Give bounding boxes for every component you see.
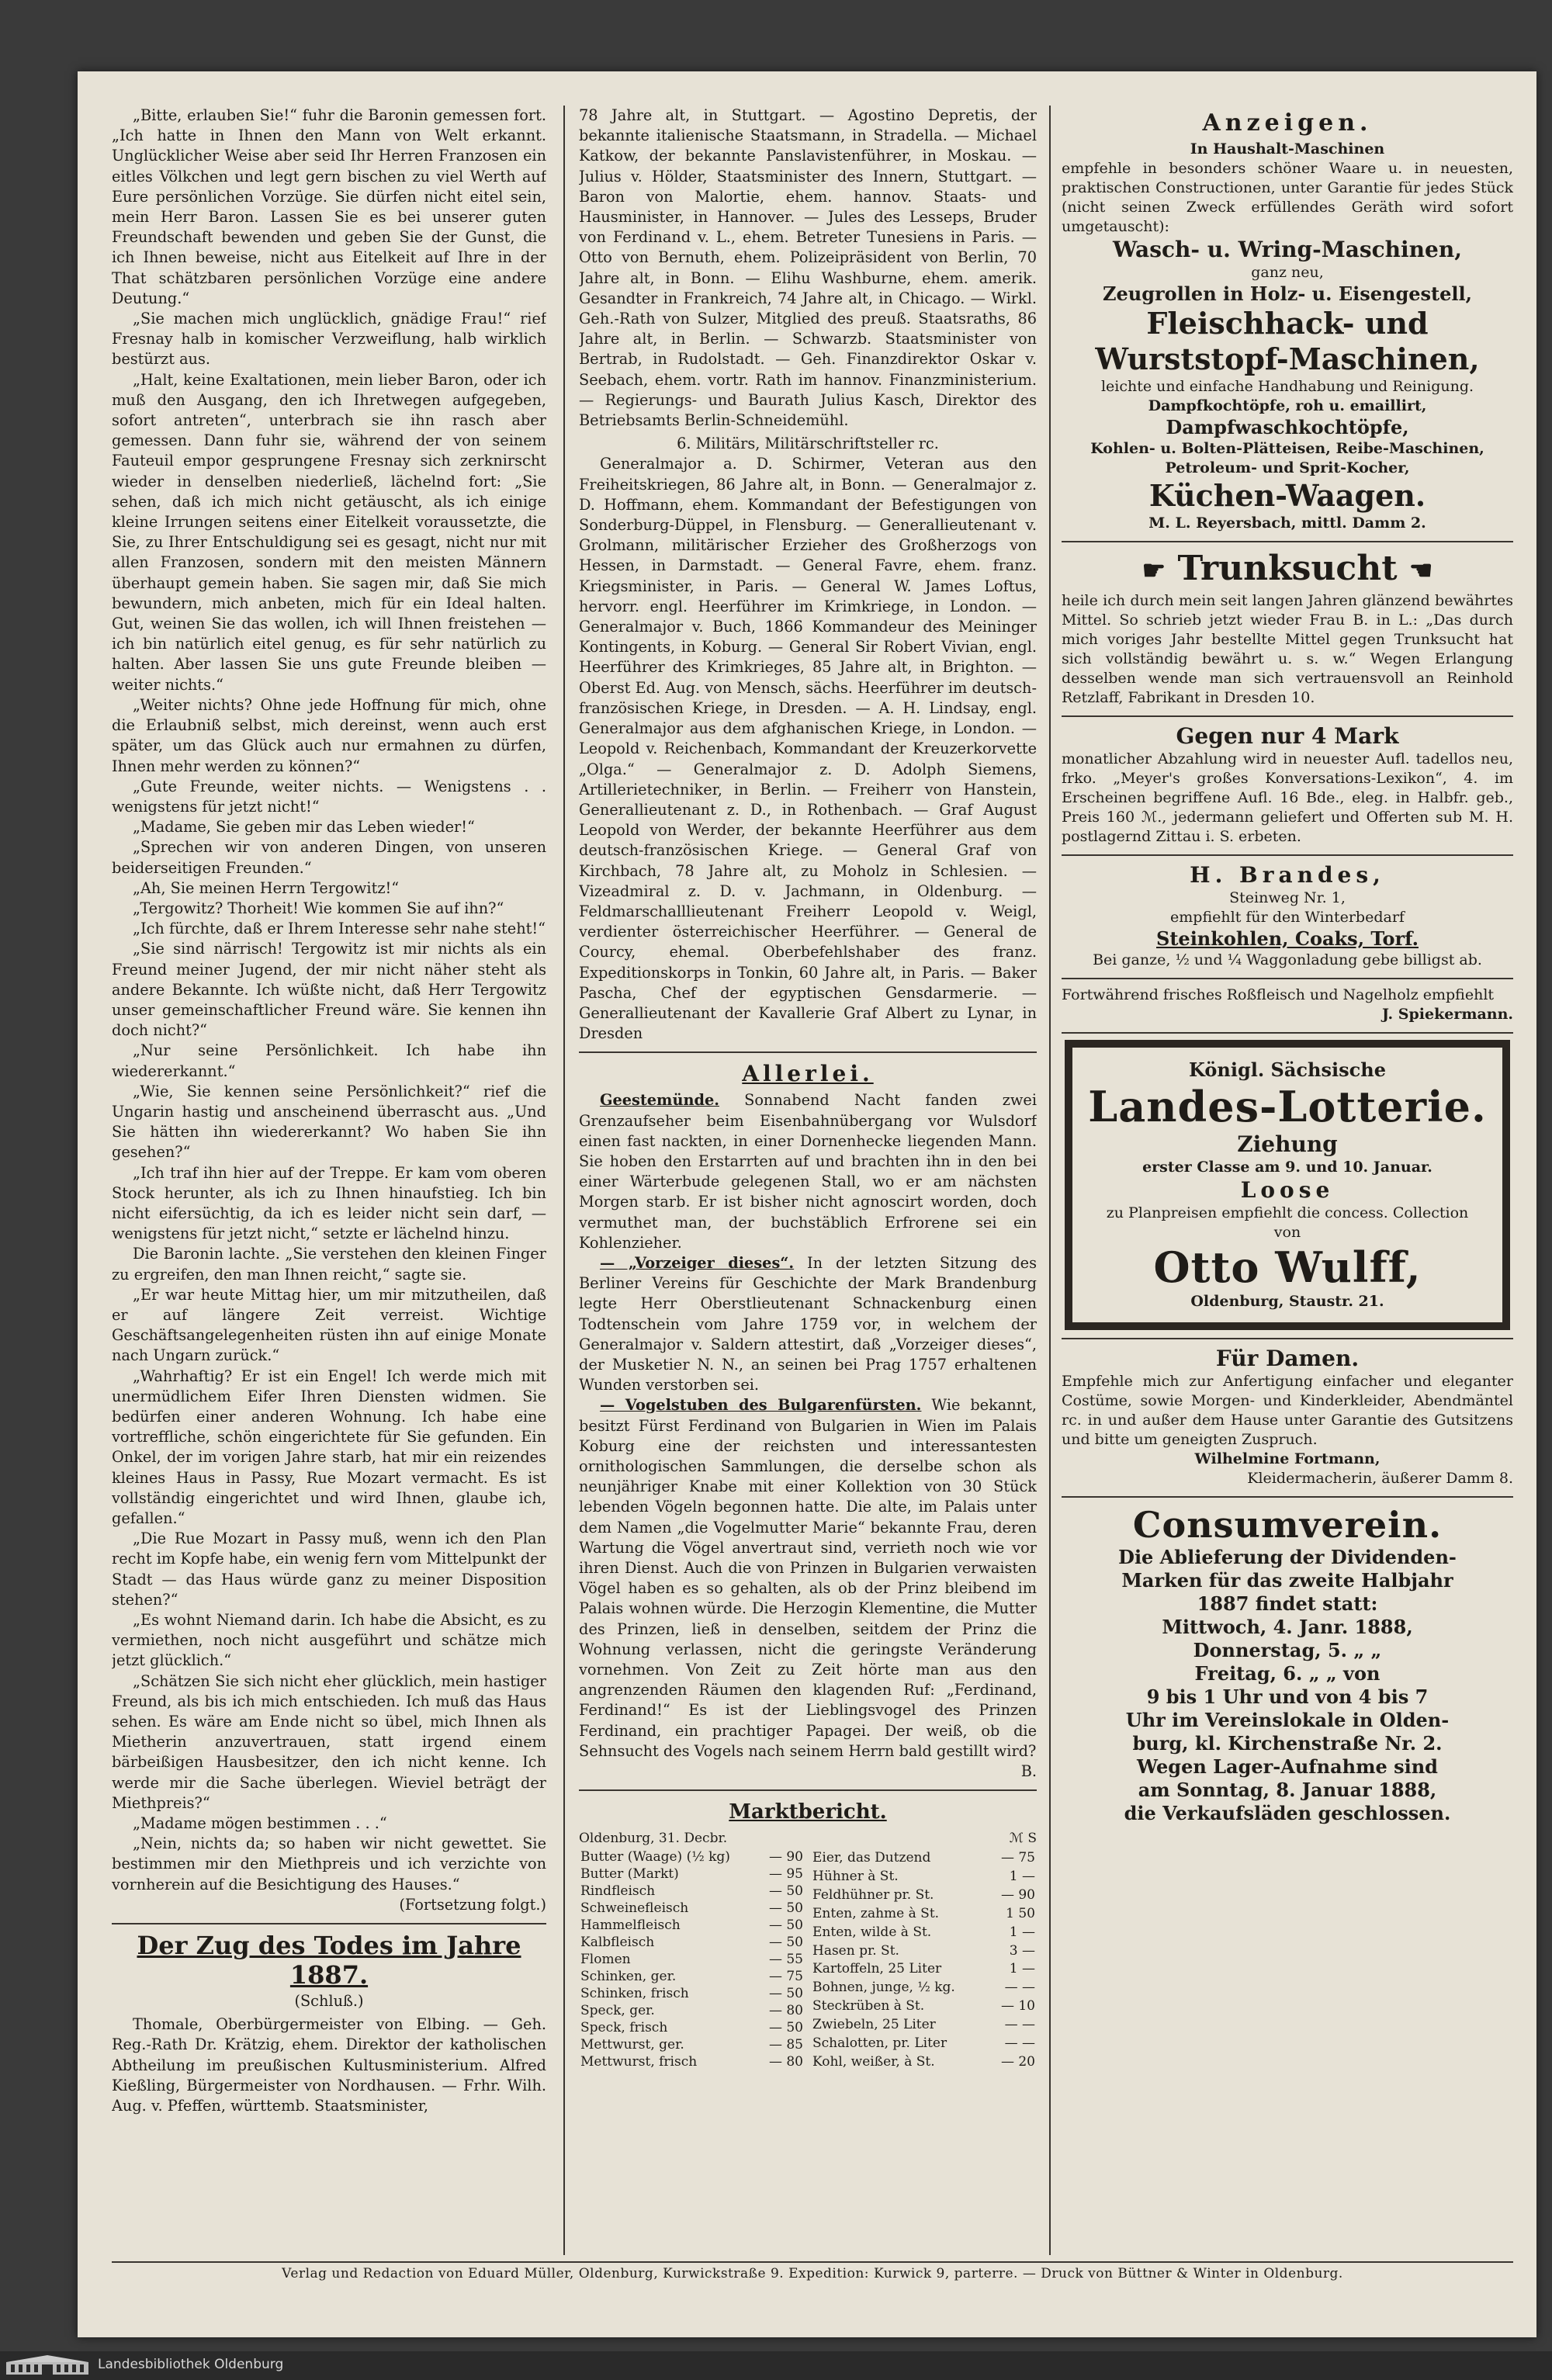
- ad-line: Zeugrollen in Holz- u. Eisengestell,: [1103, 282, 1472, 305]
- market-price: — 90: [1000, 1887, 1035, 1904]
- ad-line: Oldenburg, Staustr. 21.: [1190, 1292, 1384, 1310]
- allerlei-item: [579, 1762, 1037, 1782]
- ad-line: Ziehung: [1237, 1131, 1338, 1157]
- market-row: [579, 1848, 805, 1866]
- ad-text: Empfehle mich zur Anfertigung einfacher und eleganter Costüme, sowie Morgen- und Kinderkleider, Abendmäntel rc. in und außer dem Hause unter Garantie des Gutsitzens und bitte um geneigten Zuspruch.: [1062, 1372, 1513, 1448]
- ad-line: von: [1273, 1223, 1301, 1241]
- market-row: [811, 1923, 1037, 1942]
- market-table: [579, 1848, 1037, 2070]
- allerlei-lead: Geestemünde.: [600, 1091, 719, 1110]
- ad-headline: Küchen-Waagen.: [1148, 478, 1426, 513]
- market-table-right: [811, 1848, 1037, 2070]
- divider: [579, 1789, 1037, 1791]
- ad-line: Donnerstag, 5. „ „: [1193, 1638, 1382, 1661]
- column-3: [1062, 106, 1513, 2255]
- column-1: [112, 106, 546, 2255]
- pointing-hand-icon: ☚: [1408, 555, 1433, 587]
- ad-line: zu Planpreisen empfiehlt die concess. Collection: [1106, 1204, 1469, 1221]
- ad-line: Königl. Sächsische: [1189, 1058, 1386, 1081]
- market-price: — 50: [768, 1935, 803, 1951]
- market-table-left: [579, 1848, 805, 2070]
- section-title: Der Zug des Todes im Jahre 1887.: [137, 1931, 521, 1990]
- ad-line: Marken für das zweite Halbjahr: [1121, 1568, 1453, 1592]
- story-paragraph: „Sie machen mich unglücklich, gnädige Frau!“ rief Fresnay halb in komischer Verzweiflung, halb wirklich bestürzt aus.: [112, 310, 546, 369]
- market-row: [811, 1997, 1037, 2015]
- market-item: Schinken, frisch: [580, 1986, 689, 2002]
- section-text: Thomale, Oberbürgermeister von Elbing. — Geh. Reg.-Rath Dr. Krätzig, ehem. Direktor der katholischen Abtheilung im preußischen Kultusministerium. Alfred Kießling, Bürgermeister von Nordhausen. — Frhr. Wilh. Aug. v. Pfeffen, württemb. Staatsminister,: [112, 2015, 546, 2115]
- divider: [1062, 1496, 1513, 1498]
- market-price: — 55: [768, 1952, 803, 1968]
- market-item: Hammelfleisch: [580, 1918, 681, 1934]
- market-price: — 80: [768, 2003, 803, 2019]
- ad-lexikon: [1062, 723, 1513, 847]
- story-paragraph: „Schätzen Sie sich nicht eher glücklich, mein hastiger Freund, als bis ich mich entschieden. Ich muß das Haus sehen. Es wäre am Ende nicht so übel, mich Ihnen als Mietherin anzuvertrauen, statt irgend einem bärbeißigen Hausbesitzer, den ich nicht kenne. Ich werde mir die Sache überlegen. Wieviel beträgt der Miethpreis?“: [112, 1672, 546, 1812]
- divider: [112, 1923, 546, 1924]
- market-item: Kalbfleisch: [580, 1935, 655, 1951]
- market-row: [579, 2036, 805, 2053]
- market-item: Mettwurst, ger.: [580, 2037, 684, 2053]
- market-price: — 50: [768, 1883, 803, 1900]
- library-building-icon: [5, 2354, 90, 2376]
- column-rule: [1049, 106, 1051, 2255]
- ad-line: Wegen Lager-Aufnahme sind: [1137, 1755, 1438, 1778]
- story-paragraph: „Wie, Sie kennen seine Persönlichkeit?“ rief die Ungarin hastig und anscheinend überrascht aus. „Und Sie hätten ihn wiedererkannt? Wo haben Sie ihn gesehen?“: [112, 1082, 546, 1162]
- ad-line: leichte und einfache Handhabung und Reinigung.: [1100, 378, 1474, 395]
- ad-line: Steinkohlen, Coaks, Torf.: [1156, 927, 1419, 950]
- market-row: [811, 1978, 1037, 1997]
- ad-damen: [1062, 1346, 1513, 1488]
- ad-line: Steinweg Nr. 1,: [1229, 889, 1346, 906]
- market-item: Eier, das Dutzend: [812, 1850, 931, 1866]
- ad-signature: Wilhelmine Fortmann,: [1194, 1450, 1381, 1467]
- ad-line: In Haushalt-Maschinen: [1190, 140, 1385, 158]
- ad-signature: Kleidermacherin, äußerer Damm 8.: [1247, 1469, 1513, 1487]
- market-row: [579, 1866, 805, 1883]
- story-paragraph: „Es wohnt Niemand darin. Ich habe die Absicht, es zu vermiethen, noch nicht ausgeführt und schätze mich jetzt glücklich.“: [112, 1611, 546, 1670]
- story-paragraph: „Nur seine Persönlichkeit. Ich habe ihn wiedererkannt.“: [112, 1041, 546, 1080]
- market-row: [811, 1959, 1037, 1978]
- military-text: Generalmajor a. D. Schirmer, Veteran aus den Freiheitskriegen, 86 Jahre alt, in Bonn. — Generalmajor z. D. Hoffmann, ehem. Kommandant der Befestigungen von Sonderburg-Düppel, in Flensburg. — Generallieutenant v. Grolmann, militärischer Erzieher des Großherzogs von Hessen, in Darmstadt. — General Favre, ehem. franz. Kriegsminister, in Paris. — General W. James Loftus, hervorr. engl. Heerführer im Krimkriege, in London. — Generalmajor v. Buch, 1866 Kommandeur des Meininger Kontingents, in Koburg. — General Sir Robert Vivian, engl. Heerführer des Krimkrieges, 85 Jahre alt, in Brighton. — Oberst Ed. Aug. von Mensch, sächs. Heerführer im deutsch-französischen Kriege, in Dresden. — A. H. Lindsay, engl. Generalmajor aus dem afghanischen Kriege, in London. — Leopold v. Reichenbach, Kommandant der Kreuzerkorvette „Olga.“ — Generalmajor z. D. Adolph Siemens, Artillerietechniker, in Berlin. — Freiherr von Hanstein, Generallieutenant z. D., in Rothenbach. — Graf August Leopold von Werder, der bekannte Heerführer aus dem deutsch-französischen Kriege. — General Graf von Kirchbach, 78 Jahre alt, zu Moholz in Schlesien. — Vizeadmiral z. D. v. Jachmann, in Oldenburg. — Feldmarschalllieutenant Freiherr Leopold v. Weigl, verdienter österreichischer Heerführer. — General de Courcy, ehemal. Oberbefehlshaber des franz. Expeditionskorps in Tonkin, 60 Jahre alt, in Paris. — Baker Pascha, Chef der egyptischen Gensdarmerie. — Generallieutenant der Kavallerie Graf Albert zu Lynar, in Dresden: [579, 455, 1037, 1043]
- ad-headline: Für Damen.: [1215, 1345, 1360, 1371]
- divider: [1062, 1032, 1513, 1034]
- ad-line: Die Ablieferung der Dividenden-: [1118, 1545, 1457, 1568]
- market-price: — 75: [768, 1969, 803, 1985]
- ad-line: burg, kl. Kirchenstraße Nr. 2.: [1132, 1731, 1443, 1755]
- market-item: Hühner à St.: [812, 1869, 899, 1885]
- market-price: — 50: [768, 1900, 803, 1917]
- ad-headline: Landes-Lotterie.: [1088, 1081, 1487, 1131]
- ad-line: Mittwoch, 4. Janr. 1888,: [1162, 1615, 1413, 1638]
- ad-line: Kohlen- u. Bolten-Plätteisen, Reibe-Maschinen, Petroleum- und Sprit-Kocher,: [1090, 440, 1484, 476]
- serial-story: [112, 106, 546, 1895]
- market-date: Oldenburg, 31. Decbr.: [579, 1831, 728, 1847]
- story-paragraph: „Die Rue Mozart in Passy muß, wenn ich den Plan recht im Kopfe habe, ein wenig fern vom Mittelpunkt der Stadt — das Haus würde ganz zu meiner Disposition stehen?“: [112, 1530, 546, 1609]
- divider: [579, 1051, 1037, 1053]
- market-price: — 10: [1000, 1997, 1035, 2014]
- story-paragraph: „Ich traf ihn hier auf der Treppe. Er kam vom oberen Stock herunter, als ich zu Ihnen hinaufstieg. Ich bin nicht eifersüchtig, da ich es leider nicht sein darf, — wenigstens für jetzt nicht,“ setzte er lächelnd hinzu.: [112, 1163, 546, 1243]
- market-item: Schalotten, pr. Liter: [812, 2035, 947, 2051]
- market-row: [579, 1900, 805, 1917]
- column-rule: [563, 106, 565, 2255]
- market-row: [811, 2034, 1037, 2053]
- ad-lotterie: [1065, 1040, 1510, 1330]
- market-price: — —: [1004, 2016, 1035, 2032]
- market-price: — 20: [1000, 2053, 1035, 2070]
- market-row: [579, 1968, 805, 1985]
- newspaper-page: [78, 71, 1536, 2337]
- allerlei-items: [579, 1090, 1037, 1782]
- story-paragraph: „Bitte, erlauben Sie!“ fuhr die Baronin gemessen fort. „Ich hatte in Ihnen den Mann von Welt erkannt. Unglücklicher Weise aber seid Ihr Herren Franzosen ein eitles Völkchen und legt gern bischen zu viel Werth auf Eure persönlichen Vorzüge. Sie dürfen nicht eitel sein, mein Herr Baron. Lassen Sie es bei unserer guten Freundschaft bewenden und geben Sie der Gunst, die ich Ihnen beweise, nicht aus Eitelkeit auf Ihre in der That schätzbaren persönlichen Vorzüge eine andere Deutung.“: [112, 106, 546, 307]
- story-paragraph: Die Baronin lachte. „Sie verstehen den kleinen Finger zu ergreifen, den man Ihnen reicht,“ sagte sie.: [112, 1245, 546, 1284]
- market-row: [811, 1867, 1037, 1886]
- market-row: [579, 1985, 805, 2002]
- ad-line: Freitag, 6. „ „ von: [1194, 1661, 1381, 1685]
- ad-headline: Gegen nur 4 Mark: [1176, 722, 1399, 749]
- market-price: 1 50: [1006, 1905, 1035, 1921]
- story-paragraph: „Sie sind närrisch! Tergowitz ist mir nichts als ein Freund meiner Jugend, der mir nicht näher steht als andere Bekannte. Ich wüßte nicht, daß Herr Tergowitz unser gemeinschaftlicher Freund wäre. Sie kennen ihn doch nicht?“: [112, 940, 546, 1040]
- ads-heading: Anzeigen.: [1202, 109, 1373, 137]
- imprint-footer: Verlag und Redaction von Eduard Müller, Oldenburg, Kurwickstraße 9. Expedition: Kurwick 9, parterre. — Druck von Büttner & Winter in Oldenburg.: [112, 2261, 1513, 2281]
- market-price: 1 —: [1009, 1961, 1035, 1977]
- ad-line: Dampfkochtöpfe, roh u. emaillirt,: [1148, 397, 1427, 414]
- market-item: Hasen pr. St.: [812, 1942, 899, 1959]
- ad-signature: M. L. Reyersbach, mittl. Damm 2.: [1148, 514, 1426, 532]
- allerlei-item: [579, 1090, 1037, 1253]
- market-price: — 85: [768, 2037, 803, 2053]
- ad-signature: J. Spiekermann.: [1382, 1005, 1513, 1023]
- market-row: [579, 1917, 805, 1934]
- ad-rossfleisch: [1062, 986, 1513, 1024]
- market-price: — —: [1004, 2035, 1035, 2051]
- market-row: [811, 1886, 1037, 1904]
- ad-line: die Verkaufsläden geschlossen.: [1124, 1801, 1451, 1824]
- story-paragraph: „Nein, nichts da; so haben wir nicht gewettet. Sie bestimmen mir den Miethpreis und ich verzichte von vornherein auf die Besichtigung des Hauses.“: [112, 1834, 546, 1893]
- ad-headline: Consumverein.: [1132, 1503, 1443, 1546]
- story-paragraph: „Wahrhaftig? Er ist ein Engel! Ich werde mich mit unermüdlichem Eifer Ihren Diensten widmen. Sie bedürfen einer anderen Wohnung. Ich habe eine vortreffliche, schön eingerichtete für Sie gefunden. Ein Onkel, der im vorigen Jahre starb, hat mir ein reizendes kleines Haus in Passy, Rue Mozart vermacht. Es ist vollständig eingerichtet und wird Ihnen, glaube ich, gefallen.“: [112, 1367, 546, 1528]
- ad-headline: Trunksucht: [1177, 549, 1398, 588]
- market-item: Zwiebeln, 25 Liter: [812, 2016, 936, 2032]
- ad-line: Bei ganze, ½ und ¼ Waggonladung gebe billigst ab.: [1093, 951, 1482, 968]
- market-price: — 50: [768, 1918, 803, 1934]
- ad-line: Uhr im Vereinslokale in Olden-: [1125, 1708, 1450, 1731]
- market-row: [579, 2053, 805, 2070]
- market-item: Kartoffeln, 25 Liter: [812, 1961, 942, 1977]
- market-item: Bohnen, junge, ½ kg.: [812, 1980, 955, 1996]
- market-row: [579, 1951, 805, 1968]
- market-row: [579, 2002, 805, 2019]
- allerlei-text: Wie bekannt, besitzt Fürst Ferdinand von Bulgarien in Wien im Palais Koburg eine der reichsten und interessantesten ornithologischen Sammlungen, die derselbe schon als neunjähriger Knabe mit einer Kollektion von 30 Stück lebenden Vögeln begonnen hatte. Die alte, im Palais unter dem Namen „die Vogelmutter Marie“ bekannte Frau, deren Wartung die Vögel anvertraut sind, verrieth noch wie vor ihren Dienst. Auch die von Prinzen in Bulgarien verwaisten Vögel haben es so gehalten, als ob der Prinz bleibend im Palais wohnen würde. Die Herzogin Klementine, die Mutter des Prinzen, ließ in denselben, seitdem der Prinz die Wohnung verlassen, nicht die geringste Veränderung vornehmen. Von Zeit zu Zeit hörte man aus den angrenzenden Räumen den klagenden Ruf: „Ferdinand, Ferdinand!“ Es ist der Lieblingsvogel des Prinzen Ferdinand, ein prachtiger Papagei. Der weiß, ob die Sehnsucht des Vogels nach seinem Herrn bald gestillt wird?: [579, 1396, 1037, 1760]
- market-price: 1 —: [1009, 1924, 1035, 1940]
- market-row: [811, 1904, 1037, 1923]
- market-title: Marktbericht.: [729, 1800, 887, 1824]
- story-paragraph: „Weiter nichts? Ohne jede Hoffnung für mich, ohne die Erlaubniß selbst, mich dereinst, wenn auch erst später, um das Glück auch nur ermahnen zu dürfen, Ihnen mehr werden zu können?“: [112, 695, 546, 775]
- ad-line: erster Classe am 9. und 10. Januar.: [1142, 1158, 1432, 1176]
- market-row: [811, 2053, 1037, 2071]
- market-item: Butter (Markt): [580, 1866, 679, 1883]
- divider: [1062, 715, 1513, 717]
- story-paragraph: „Tergowitz? Thorheit! Wie kommen Sie auf ihn?“: [133, 899, 504, 917]
- allerlei-text: Sonnabend Nacht fanden zwei Grenzaufseher beim Eisenbahnübergang vor Wulsdorf einen fast nackten, in einer Dornenhecke liegenden Mann. Sie hoben den Erstarrten auf und brachten ihn in den bei einer Wärterbude gelegenen Stall, wo er am nächsten Morgen starb. Er ist bisher nicht agnoscirt worden, doch vermuthet man, der buchstäblich Erfrorene sei ein Kohlenzieher.: [579, 1091, 1037, 1252]
- market-price: — 90: [768, 1849, 803, 1866]
- market-row: [811, 2015, 1037, 2034]
- market-price: — 75: [1000, 1850, 1035, 1866]
- ad-line: ganz neu,: [1251, 264, 1324, 281]
- ad-haushalt: [1062, 140, 1513, 533]
- column-2: [579, 106, 1037, 2255]
- market-row: [811, 1942, 1037, 1960]
- market-item: Schweinefleisch: [580, 1900, 689, 1917]
- story-paragraph: „Er war heute Mittag hier, um mir mitzutheilen, daß er auf längere Zeit verreist. Wichtige Geschäftsangelegenheiten rüsten ihn auf einige Monate nach Ungarn zurück.“: [112, 1285, 546, 1365]
- ad-trunksucht: [1062, 549, 1513, 708]
- market-item: Enten, wilde à St.: [812, 1924, 932, 1940]
- market-item: Rindfleisch: [580, 1883, 656, 1900]
- market-price: 1 —: [1009, 1869, 1035, 1885]
- ad-line: 9 bis 1 Uhr und von 4 bis 7: [1146, 1685, 1429, 1708]
- market-item: Feldhühner pr. St.: [812, 1887, 934, 1904]
- story-paragraph: „Ah, Sie meinen Herrn Tergowitz!“: [133, 878, 400, 897]
- ad-consumverein: [1062, 1504, 1513, 1825]
- market-item: Mettwurst, frisch: [580, 2054, 698, 2070]
- story-paragraph: „Madame mögen bestimmen . . .“: [133, 1814, 387, 1833]
- story-paragraph: „Gute Freunde, weiter nichts. — Wenigstens . . wenigstens für jetzt nicht!“: [112, 777, 546, 816]
- market-item: Flomen: [580, 1952, 631, 1968]
- ad-line: empfehle in besonders schöner Waare u. in neuesten, praktischen Constructionen, unter Garantie für jedes Stück (nicht seinen Zweck erfüllendes Geräth wird sofort umgetauscht):: [1062, 160, 1513, 235]
- military-heading: 6. Militärs, Militärschriftsteller rc.: [677, 435, 939, 453]
- market-item: Kohl, weißer, à St.: [812, 2053, 935, 2070]
- pointing-hand-icon: ☛: [1141, 555, 1166, 587]
- ad-text: monatlicher Abzahlung wird in neuester Aufl. tadellos neu, frko. „Meyer's großes Konversations-Lexikon“, 4. im Erscheinen begriffene Aufl. 16 Bde., eleg. in Halbfr. geb., Preis 160 ℳ., jedermann geliefert und Offerten sub M. H. postlagernd Zittau i. S. erbeten.: [1062, 750, 1513, 845]
- story-paragraph: „Sprechen wir von anderen Dingen, von unseren beiderseitigen Freunden.“: [112, 838, 546, 877]
- market-item: Butter (Waage) (½ kg): [580, 1849, 730, 1866]
- divider: [1062, 541, 1513, 542]
- story-paragraph: „Madame, Sie geben mir das Leben wieder!“: [133, 818, 475, 837]
- market-price: — 50: [768, 2020, 803, 2036]
- obituary-continued: 78 Jahre alt, in Stuttgart. — Agostino Depretis, der bekannte italienische Staatsmann, in Stradella. — Michael Katkow, der bekannte Panslavistenführer, in Moskau. — Julius v. Hölder, Staatsminister des Innern, Stuttgart. — Baron von Malortie, ehem. hannov. Staats- und Hausminister, in Hannover. — Jules des Lesseps, Bruder von Ferdinand v. L., ehem. Betreter Tunesiens in Paris. — Otto von Bernuth, ehem. Polizeipräsident von Berlin, 70 Jahre alt, in Bonn. — Elihu Washburne, ehem. amerik. Gesandter in Frankreich, 74 Jahre alt, in Chicago. — Wirkl. Geh.-Rath von Sulzer, Mitglied des preuß. Staatsraths, 86 Jahre alt, in Berlin. — Schwarzb. Staatsminister von Bertrab, in Rudolstadt. — Geh. Finanzdirektor Oskar v. Seebach, ehem. vortr. Rath im hannov. Finanzministerium. — Regierungs- und Baurath Julius Kasch, Direktor des Betriebsamts Berlin-Schneidemühl.: [579, 106, 1037, 430]
- market-price: — 95: [768, 1866, 803, 1883]
- market-item: Speck, frisch: [580, 2020, 668, 2036]
- ad-text: Fortwährend frisches Roßfleisch und Nagelholz empfiehlt: [1062, 986, 1495, 1003]
- allerlei-text: In der letzten Sitzung des Berliner Vereins für Geschichte der Mark Brandenburg legte Herr Oberstlieutenant Schnackenburg einen Todtenschein vom Jahre 1759 vor, in welchem der Generalmajor v. Saldern attestirt, daß „Vorzeiger dieses“, der Musketier N. N., an seinen bei Prag 1757 erhaltenen Wunden verstorben sei.: [579, 1253, 1037, 1394]
- market-item: Speck, ger.: [580, 2003, 655, 2019]
- ad-line: Loose: [1240, 1176, 1335, 1203]
- allerlei-item: [579, 1253, 1037, 1395]
- ad-headline: Otto Wulff,: [1153, 1242, 1422, 1292]
- library-bar: [0, 2351, 1552, 2380]
- market-item: Schinken, ger.: [580, 1969, 677, 1985]
- market-price: — —: [1004, 1980, 1035, 1996]
- ad-headline: Fleischhack- und Wurststopf-Maschinen,: [1095, 306, 1480, 376]
- market-row: [579, 1934, 805, 1951]
- ad-line: am Sonntag, 8. Januar 1888,: [1138, 1778, 1437, 1801]
- market-row: [811, 1848, 1037, 1867]
- continued-note: (Fortsetzung folgt.): [399, 1895, 546, 1914]
- ad-line: empfiehlt für den Winterbedarf: [1170, 908, 1405, 926]
- ad-headline: H. Brandes,: [1190, 861, 1385, 888]
- market-item: Enten, zahme à St.: [812, 1905, 940, 1921]
- story-paragraph: „Halt, keine Exaltationen, mein lieber Baron, oder ich muß den Ausgang, den ich Ihretwegen aufgegeben, sofort antreten“, unterbrach sie ihn rasch aber gemessen. Dann fuhr sie, während der von seinem Fauteuil empor gesprungene Fresnay sich zerknirscht wieder in denselben niederließ, lächelnd fort: „Sie sehen, daß ich mich nicht getäuscht, als ich einige kleine Irrungen seitens einer Eitelkeit voraussetzte, die Sie, zu Ihrer Entschuldigung sei es gesagt, nicht nur mit allen Franzosen, sondern mit den meisten Männern überhaupt gemein haben. Sie sagen mir, daß Sie mich bewundern, mich anbeten, mich für ein Ideal halten. Gut, weinen Sie das wollen, ich will Ihnen freistehen — ich bin natürlich eitel genug, es für sehr natürlich zu halten. Aber lassen Sie uns gute Freunde bleiben — weiter nichts.“: [112, 370, 546, 694]
- divider: [1062, 978, 1513, 979]
- ad-text: heile ich durch mein seit langen Jahren glänzend bewährtes Mittel. So schrieb jetzt wieder Frau B. in L.: „Das durch mich voriges Jahr bestellte Mittel gegen Trunksucht hat sich vollständig bewährt u. s. w.“ Wegen Erlangung desselben wende man sich vertrauensvoll an Reinhold Retzlaff, Fabrikant in Dresden 10.: [1062, 591, 1513, 706]
- market-row: [579, 1883, 805, 1900]
- market-unit: ℳ S: [1009, 1831, 1037, 1847]
- allerlei-lead: — Vogelstuben des Bulgarenfürsten.: [600, 1396, 922, 1415]
- ad-headline: Wasch- u. Wring-Maschinen,: [1113, 237, 1462, 262]
- section-subtitle: (Schluß.): [294, 1992, 364, 2011]
- ad-line: 1887 findet statt:: [1197, 1592, 1378, 1615]
- story-paragraph: „Ich fürchte, daß er Ihrem Interesse sehr nahe steht!“: [133, 920, 546, 938]
- allerlei-lead: — „Vorzeiger dieses“.: [600, 1253, 795, 1272]
- library-name: Landesbibliothek Oldenburg: [98, 2357, 284, 2372]
- allerlei-text: B.: [1020, 1762, 1037, 1781]
- divider: [1062, 1338, 1513, 1339]
- market-row: [579, 2019, 805, 2036]
- ad-line: Dampfwaschkochtöpfe,: [1166, 416, 1409, 438]
- allerlei-title: Allerlei.: [742, 1061, 874, 1087]
- market-price: — 80: [768, 2054, 803, 2070]
- divider: [1062, 854, 1513, 856]
- ad-brandes: [1062, 862, 1513, 970]
- allerlei-item: [579, 1395, 1037, 1762]
- market-item: Steckrüben à St.: [812, 1997, 925, 2014]
- market-price: 3 —: [1009, 1942, 1035, 1959]
- market-price: — 50: [768, 1986, 803, 2002]
